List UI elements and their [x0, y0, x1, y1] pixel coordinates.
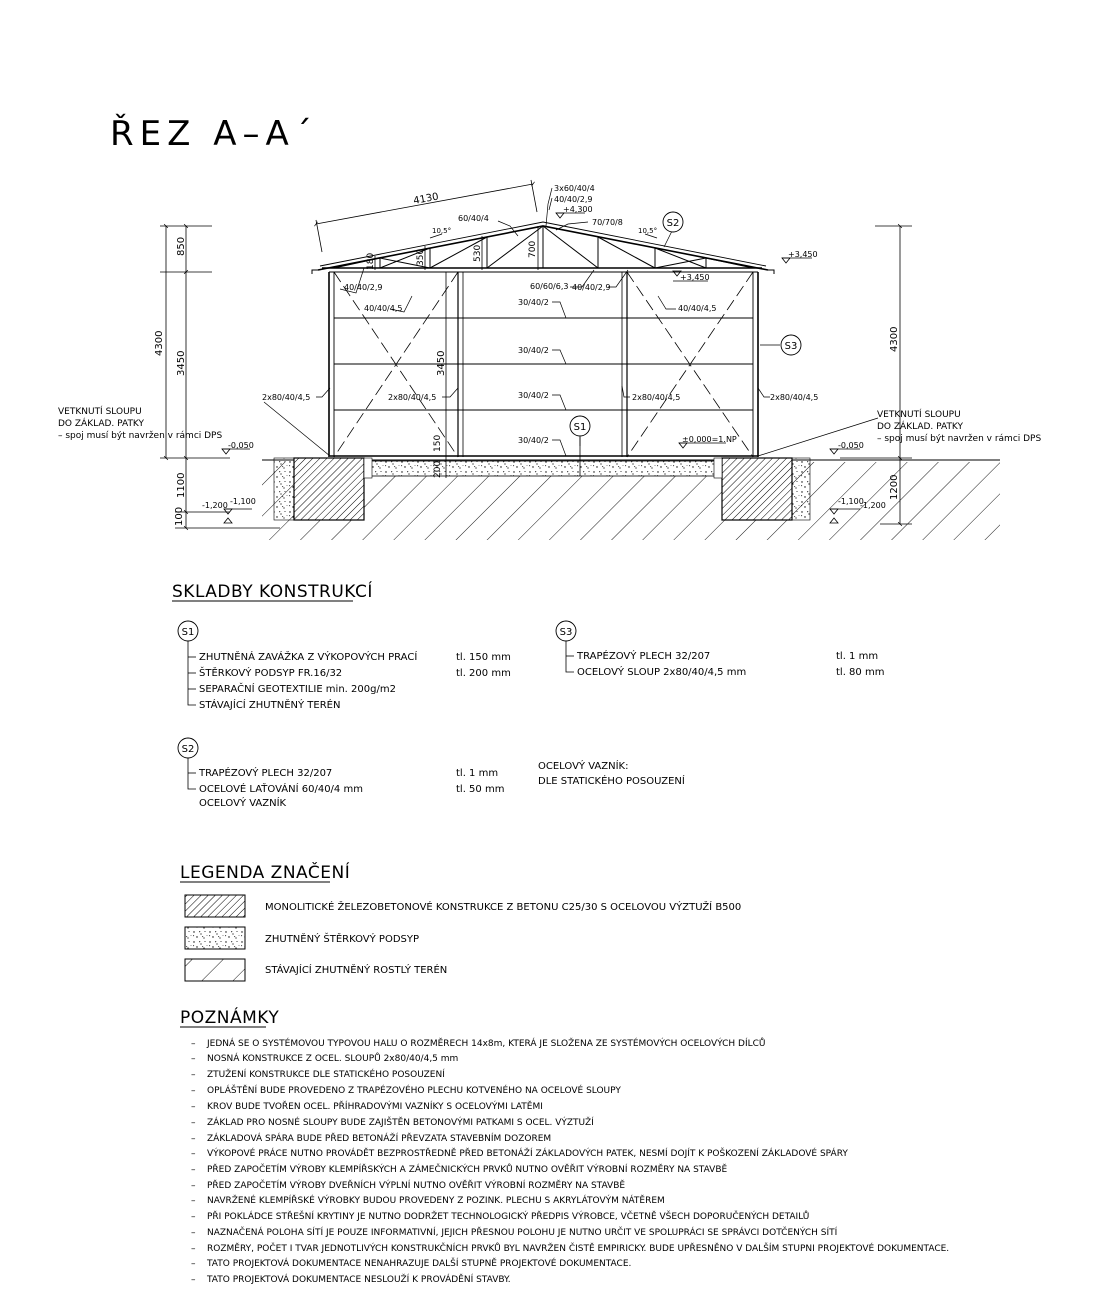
profile-right-column: 2x80/40/4,5: [770, 393, 819, 402]
svg-text:ŠTĚRKOVÝ PODSYP FR.16/32: ŠTĚRKOVÝ PODSYP FR.16/32: [199, 668, 343, 679]
svg-text:tl. 1 mm: tl. 1 mm: [456, 768, 499, 779]
dim-right-4300: 4300: [889, 326, 900, 352]
dim-left-850: 850: [176, 236, 187, 256]
dim-left-1100: 1100: [176, 472, 187, 498]
svg-text:OCELOVÉ LAŤOVÁNÍ 60/40/4 mm: OCELOVÉ LAŤOVÁNÍ 60/40/4 mm: [199, 784, 363, 795]
level-ridge: +4,300: [563, 205, 593, 214]
svg-text:–: –: [191, 1259, 196, 1269]
slope-left: 10,5°: [432, 227, 452, 235]
svg-text:–: –: [191, 1181, 196, 1191]
profile-left-truss: 40/40/2,9: [344, 283, 383, 292]
svg-text:tl. 1 mm: tl. 1 mm: [836, 651, 879, 662]
svg-text:PŘI POKLÁDCE STŘEŠNÍ KRYTINY J: PŘI POKLÁDCE STŘEŠNÍ KRYTINY JE NUTNO DODRŽET TECHNOLOGICKÝ PŘEDPIS VÝROBCE, VČETNĚ VŠECH DOPORUČENÝCH DETAILŮ: [207, 1212, 810, 1222]
foundation-pad-left: [274, 458, 372, 520]
svg-text:DLE STATICKÉHO POSOUZENÍ: DLE STATICKÉHO POSOUZENÍ: [538, 776, 685, 787]
dim-left-4300: 4300: [154, 330, 165, 356]
dim-right-1200: 1200: [889, 474, 900, 500]
level-right-ground: -0,050: [838, 441, 864, 450]
profile-left-column: 2x80/40/4,5: [262, 393, 311, 402]
svg-text:–: –: [191, 1054, 196, 1064]
svg-text:NAVRŽENÉ KLEMPÍŘSKÉ VÝROBKY BU: NAVRŽENÉ KLEMPÍŘSKÉ VÝROBKY BUDOU PROVEDENY Z POZINK. PLECHU S AKRYLÁTOVÝM NÁTĚREM: [207, 1196, 665, 1206]
svg-text:–: –: [191, 1228, 196, 1238]
svg-text:TATO PROJEKTOVÁ DOKUMENTACE NE: TATO PROJEKTOVÁ DOKUMENTACE NESLOUŽÍ K PROVÁDĚNÍ STAVBY.: [207, 1275, 511, 1285]
svg-text:S2: S2: [181, 744, 195, 755]
svg-text:– spoj musí být navržen v r: – spoj musí být navržen v rámci DPS: [877, 434, 1042, 444]
profile-girt-2: 30/40/2: [518, 346, 549, 355]
legend-item-terrain: [185, 959, 447, 981]
composition-s1: [178, 621, 511, 711]
svg-text:–: –: [191, 1165, 196, 1175]
svg-text:tl. 50 mm: tl. 50 mm: [456, 784, 505, 795]
level-left-found-a: -1,100: [230, 497, 256, 506]
svg-text:–: –: [191, 1039, 196, 1049]
composition-s3: [556, 621, 884, 678]
dim-truss-350: 350: [416, 248, 426, 266]
svg-text:DO ZÁKLAD. PATKY: DO ZÁKLAD. PATKY: [58, 419, 145, 429]
svg-text:–: –: [191, 1244, 196, 1254]
svg-text:S3: S3: [559, 627, 573, 638]
svg-text:OCELOVÝ VAZNÍK:: OCELOVÝ VAZNÍK:: [538, 761, 629, 772]
leader-lines: [264, 188, 878, 456]
profile-ridge-b: 40/40/2,9: [554, 195, 593, 204]
level-left-found-b: -1,200: [202, 501, 228, 510]
svg-text:OPLÁŠTĚNÍ BUDE PROVEDENO Z TRA: OPLÁŠTĚNÍ BUDE PROVEDENO Z TRAPÉZOVÉHO PLECHU KOTVENÉHO NA OCELOVÉ SLOUPY: [207, 1086, 621, 1096]
dim-truss-530: 530: [473, 244, 483, 262]
dim-rafter: 4130: [412, 191, 440, 207]
svg-text:NAZNAČENÁ POLOHA SÍTÍ JE POUZE: NAZNAČENÁ POLOHA SÍTÍ JE POUZE INFORMATIVNÍ, JEJICH PŘESNOU POLOHU JE NUTNO URČIT VE SPOLUPRÁCI SE SPRÁVCI DOTČENÝCH SÍTÍ: [207, 1228, 838, 1238]
svg-text:MONOLITICKÉ ŽELEZOBETONOVÉ KON: MONOLITICKÉ ŽELEZOBETONOVÉ KONSTRUKCE Z BETONU C25/30 S OCELOVOU VÝZTUŽÍ B500: [265, 902, 742, 913]
section-title: ŘEZ A–A´: [110, 114, 318, 154]
svg-text:VETKNUTÍ SLOUPU: VETKNUTÍ SLOUPU: [58, 407, 142, 417]
svg-text:VETKNUTÍ SLOUPU: VETKNUTÍ SLOUPU: [877, 410, 961, 420]
svg-text:STÁVAJÍCÍ ZHUTNĚNÝ ROSTLÝ TERÉ: STÁVAJÍCÍ ZHUTNĚNÝ ROSTLÝ TERÉN: [265, 965, 448, 976]
svg-text:JEDNÁ SE O SYSTÉMOVOU TYPOVOU: JEDNÁ SE O SYSTÉMOVOU TYPOVOU HALU O ROZMĚRECH 14x8m, KTERÁ JE SLOŽENA ZE SYSTÉMOVÝCH OCELOVÝCH DÍLCŮ: [207, 1039, 766, 1049]
svg-text:S1: S1: [181, 627, 195, 638]
profile-top-chord: 70/70/8: [592, 218, 623, 227]
profile-right-brace: 40/40/4,5: [678, 304, 717, 313]
legend-item-concrete: [185, 895, 741, 917]
profile-mid-truss-a: 60/60/6,3: [530, 282, 569, 291]
svg-text:–: –: [191, 1196, 196, 1206]
svg-text:– spoj musí být navržen v r: – spoj musí být navržen v rámci DPS: [58, 431, 223, 441]
profile-girt-4: 30/40/2: [518, 436, 549, 445]
svg-text:tl. 200 mm: tl. 200 mm: [456, 668, 511, 679]
svg-text:PŘED ZAPOČETÍM VÝROBY KLEMPÍŘS: PŘED ZAPOČETÍM VÝROBY KLEMPÍŘSKÝCH A ZÁMEČNICKÝCH PRVKŮ NUTNO OVĚŘIT VÝROBNÍ ROZMĚRY NA STAVBĚ: [207, 1165, 728, 1175]
tag-s1-drawing: [570, 416, 590, 436]
profile-inner-left: 2x80/40/4,5: [388, 393, 437, 402]
svg-text:–: –: [191, 1086, 196, 1096]
svg-text:–: –: [191, 1149, 196, 1159]
dim-truss-700: 700: [528, 240, 538, 258]
dim-left-100: 100: [174, 506, 185, 526]
hall-frame: [312, 222, 774, 457]
dim-center-3450: 3450: [436, 350, 447, 376]
compositions-heading: SKLADBY KONSTRUKCÍ: [172, 582, 373, 602]
svg-text:ZÁKLAD PRO NOSNÉ SLOUPY BUDE Z: ZÁKLAD PRO NOSNÉ SLOUPY BUDE ZAJIŠTĚN BETONOVÝMI PATKAMI S OCEL. VÝZTUŽÍ: [207, 1118, 594, 1128]
svg-text:tl. 150 mm: tl. 150 mm: [456, 652, 511, 663]
svg-text:tl. 80 mm: tl. 80 mm: [836, 667, 885, 678]
svg-text:–: –: [191, 1102, 196, 1112]
profile-purlin: 60/40/4: [458, 214, 489, 223]
profile-inner-right: 2x80/40/4,5: [632, 393, 681, 402]
svg-text:ZTUŽENÍ KONSTRUKCE DLE STATICK: ZTUŽENÍ KONSTRUKCE DLE STATICKÉHO POSOUZENÍ: [207, 1070, 445, 1080]
svg-text:OCELOVÝ SLOUP 2x80/40/4,5 mm: OCELOVÝ SLOUP 2x80/40/4,5 mm: [577, 667, 747, 678]
svg-text:–: –: [191, 1275, 196, 1285]
svg-text:TRAPÉZOVÝ PLECH 32/207: TRAPÉZOVÝ PLECH 32/207: [577, 651, 711, 662]
notes-list: [191, 1037, 949, 1285]
level-right-found-a: -1,100: [838, 497, 864, 506]
composition-s2: [178, 738, 685, 809]
profile-mid-truss-b: 40/40/2,9: [572, 283, 611, 292]
profile-left-brace: 40/40/4,5: [364, 304, 403, 313]
svg-text:S1: S1: [573, 422, 587, 433]
slope-right: 10,5°: [638, 227, 658, 235]
left-fixing-note: [58, 405, 222, 441]
svg-text:ROZMĚRY, POČET I TVAR JEDNOTLI: ROZMĚRY, POČET I TVAR JEDNOTLIVÝCH KONSTRUKČNÍCH PRVKŮ BYL NAVRŽEN ČISTĚ EMPIRICKY. BUDE UPŘESNĚNO V DALŠÍM STUPNI PROJEKTOVÉ DOKUMENTACE.: [207, 1244, 950, 1254]
svg-text:–: –: [191, 1134, 196, 1144]
svg-text:DO ZÁKLAD. PATKY: DO ZÁKLAD. PATKY: [877, 422, 964, 432]
svg-text:ZÁKLADOVÁ SPÁRA BUDE PŘED BETO: ZÁKLADOVÁ SPÁRA BUDE PŘED BETONÁŽÍ PŘEVZATA STAVEBNÍM DOZOREM: [207, 1134, 552, 1144]
level-eave: +3,450: [788, 250, 818, 259]
svg-text:ZHUTNĚNÁ ZAVÁŽKA Z VÝKOPOVÝCH: ZHUTNĚNÁ ZAVÁŽKA Z VÝKOPOVÝCH PRACÍ: [199, 652, 418, 663]
svg-text:NOSNÁ KONSTRUKCE Z OCEL. SLOUP: NOSNÁ KONSTRUKCE Z OCEL. SLOUPŮ 2x80/40/4,5 mm: [207, 1054, 459, 1064]
svg-text:VÝKOPOVÉ PRÁCE NUTNO PROVÁDĚT: VÝKOPOVÉ PRÁCE NUTNO PROVÁDĚT BEZPROSTŘEDNĚ PŘED BETONÁŽÍ ZÁKLADOVÝCH PATEK, NESMÍ DOJÍT K POŠKOZENÍ ZÁKLADOVÉ SPÁRY: [207, 1149, 848, 1159]
notes-heading: POZNÁMKY: [180, 1008, 280, 1028]
legend-heading: LEGENDA ZNAČENÍ: [180, 863, 351, 883]
tag-s3-drawing: [781, 335, 801, 355]
level-floor: ±0,000=1.NP: [682, 435, 737, 444]
level-left-ground: -0,050: [228, 441, 254, 450]
svg-text:–: –: [191, 1070, 196, 1080]
svg-text:S2: S2: [666, 218, 680, 229]
foundation-pad-right: [714, 458, 810, 520]
svg-text:PŘED ZAPOČETÍM VÝROBY DVEŘNÍCH: PŘED ZAPOČETÍM VÝROBY DVEŘNÍCH VÝPLNÍ NUTNO OVĚŘIT VÝROBNÍ ROZMĚRY NA STAVBĚ: [207, 1181, 626, 1191]
dim-slab-150: 150: [433, 434, 443, 452]
level-eave-inner: +3,450: [680, 273, 710, 282]
profile-girt-1: 30/40/2: [518, 298, 549, 307]
svg-text:–: –: [191, 1212, 196, 1222]
svg-text:KROV BUDE TVOŘEN OCEL. PŘÍHRAD: KROV BUDE TVOŘEN OCEL. PŘÍHRADOVÝMI VAZNÍKY S OCELOVÝMI LATĚMI: [207, 1102, 543, 1112]
dim-left-3450: 3450: [176, 350, 187, 376]
svg-text:OCELOVÝ VAZNÍK: OCELOVÝ VAZNÍK: [199, 798, 287, 809]
svg-text:S3: S3: [784, 341, 798, 352]
legend-item-gravel: [185, 927, 419, 949]
dim-slab-200: 200: [433, 460, 443, 478]
svg-text:STÁVAJÍCÍ ZHUTNĚNÝ TERÉN: STÁVAJÍCÍ ZHUTNĚNÝ TERÉN: [199, 700, 341, 711]
right-fixing-note: [877, 408, 1041, 444]
tag-s2-drawing: [663, 212, 683, 232]
level-right-found-b: -1,200: [860, 501, 886, 510]
svg-text:TATO PROJEKTOVÁ DOKUMENTACE NE: TATO PROJEKTOVÁ DOKUMENTACE NENAHRAZUJE DALŠÍ STUPNĚ PROJEKTOVÉ DOKUMENTACE.: [207, 1259, 632, 1269]
svg-text:TRAPÉZOVÝ PLECH 32/207: TRAPÉZOVÝ PLECH 32/207: [199, 768, 333, 779]
svg-text:–: –: [191, 1118, 196, 1128]
dim-truss-180: 180: [366, 252, 376, 270]
profile-girt-3: 30/40/2: [518, 391, 549, 400]
svg-text:SEPARAČNÍ GEOTEXTILIE min. 200: SEPARAČNÍ GEOTEXTILIE min. 200g/m2: [199, 684, 396, 695]
svg-text:ZHUTNĚNÝ ŠTĚRKOVÝ PODSYP: ZHUTNĚNÝ ŠTĚRKOVÝ PODSYP: [265, 934, 420, 945]
profile-ridge-a: 3x60/40/4: [554, 184, 595, 193]
